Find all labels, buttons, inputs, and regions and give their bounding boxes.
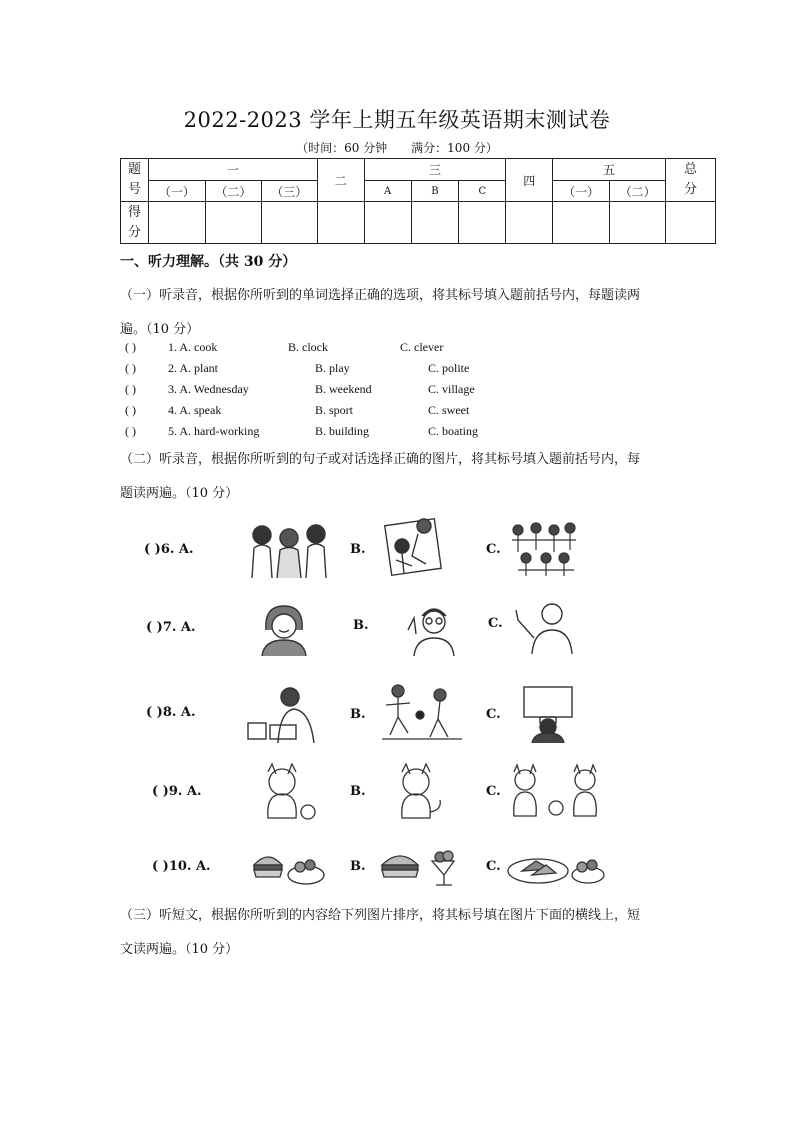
option-a: 2. A. plant bbox=[168, 361, 218, 375]
option-a: 4. A. speak bbox=[168, 403, 222, 417]
man-pointing-portrait bbox=[510, 598, 576, 654]
score-cell[interactable] bbox=[506, 202, 553, 244]
option-c: C. clever bbox=[400, 340, 444, 354]
picture-b bbox=[382, 516, 452, 578]
picture-a bbox=[254, 600, 314, 656]
picture-a bbox=[250, 845, 326, 889]
page-title: 2022-2023 学年上期五年级英语期末测试卷 bbox=[183, 108, 611, 132]
part3-instruction: （三）听短文，根据你所听到的内容给下列图片排序，将其标号填在图片下面的横线上，短 文读两遍。（10 分） bbox=[120, 908, 641, 957]
part1-instruction: （一）听录音，根据你所听到的单词选择正确的选项，将其标号填入题前括号内，每题读两 遍。（10 分） bbox=[120, 288, 641, 337]
picture-a bbox=[244, 685, 322, 743]
option-b: B. play bbox=[315, 361, 350, 375]
row-label-score: 得分 bbox=[121, 202, 149, 244]
picture-b bbox=[404, 600, 464, 656]
kids-football-picture bbox=[382, 681, 462, 743]
picture-a bbox=[244, 520, 334, 578]
score-cell[interactable] bbox=[205, 202, 261, 244]
picture-c bbox=[508, 520, 580, 578]
boy-watching-tv-picture bbox=[518, 683, 578, 743]
picture-b bbox=[386, 762, 446, 822]
sub-header: A bbox=[364, 181, 411, 202]
picture-b bbox=[378, 845, 464, 889]
question-label: ( )6. A. bbox=[144, 542, 194, 557]
option-c-label: C. bbox=[486, 707, 501, 722]
answer-bracket[interactable]: ( ) bbox=[125, 403, 136, 417]
score-cell[interactable] bbox=[411, 202, 459, 244]
score-cell[interactable] bbox=[317, 202, 364, 244]
answer-bracket[interactable]: ( ) bbox=[125, 361, 136, 375]
option-c: C. sweet bbox=[428, 403, 470, 417]
score-cell[interactable] bbox=[459, 202, 506, 244]
hamburger-icecream-picture bbox=[378, 845, 464, 889]
sub-header: C bbox=[459, 181, 506, 202]
option-b-label: B. bbox=[353, 618, 369, 633]
option-b: B. sport bbox=[315, 403, 354, 417]
sandwich-fruit-picture bbox=[506, 845, 606, 889]
sub-header: （一） bbox=[553, 181, 610, 202]
option-b-label: B. bbox=[350, 542, 366, 557]
section-heading: 一、听力理解。（共 30 分） bbox=[120, 254, 297, 270]
option-b: B. clock bbox=[288, 340, 328, 354]
picture-c bbox=[518, 683, 578, 743]
header-section-four: 四 bbox=[506, 159, 553, 202]
question-6 bbox=[138, 520, 658, 580]
option-c-label: C. bbox=[486, 859, 501, 874]
sub-header: （三） bbox=[261, 181, 317, 202]
row-label-question-no: 题号 bbox=[121, 159, 149, 202]
exam-info bbox=[0, 139, 794, 156]
option-b-label: B. bbox=[350, 707, 366, 722]
header-section-two: 二 bbox=[317, 159, 364, 202]
option-b-label: B. bbox=[350, 859, 366, 874]
grandma-portrait bbox=[254, 600, 314, 656]
hamburger-salad-picture bbox=[250, 845, 326, 889]
question-label: ( )9. A. bbox=[152, 784, 202, 799]
answer-bracket[interactable]: ( ) bbox=[125, 424, 136, 438]
kids-drawing-picture bbox=[382, 516, 452, 578]
picture-b bbox=[382, 681, 462, 743]
score-cell[interactable] bbox=[364, 202, 411, 244]
question-10 bbox=[138, 845, 658, 905]
option-b-label: B. bbox=[350, 784, 366, 799]
kids-dancing-picture bbox=[508, 520, 580, 578]
score-cell[interactable] bbox=[666, 202, 716, 244]
dog-sitting-picture bbox=[386, 762, 446, 822]
answer-bracket[interactable]: ( ) bbox=[125, 382, 136, 396]
question-label: ( )8. A. bbox=[146, 705, 196, 720]
dog-with-ball-picture bbox=[250, 762, 320, 822]
option-b: B. weekend bbox=[315, 382, 372, 396]
score-cell[interactable] bbox=[148, 202, 205, 244]
sub-header: （一） bbox=[148, 181, 205, 202]
question-label: ( )7. A. bbox=[146, 620, 196, 635]
option-c-label: C. bbox=[486, 784, 501, 799]
sub-header: （二） bbox=[610, 181, 666, 202]
option-c: C. village bbox=[428, 382, 475, 396]
option-c: C. boating bbox=[428, 424, 478, 438]
score-cell[interactable] bbox=[553, 202, 610, 244]
question-7 bbox=[138, 600, 658, 660]
part2-instruction: （二）听录音，根据你所听到的句子或对话选择正确的图片，将其标号填入题前括号内，每 题读两遍。（10 分） bbox=[120, 452, 641, 501]
header-section-one: 一 bbox=[148, 159, 317, 181]
score-cell[interactable] bbox=[261, 202, 317, 244]
question-9 bbox=[138, 762, 658, 822]
question-8 bbox=[138, 685, 658, 745]
two-dogs-with-ball-picture bbox=[506, 762, 606, 820]
girl-reading-picture bbox=[244, 685, 322, 743]
option-c: C. polite bbox=[428, 361, 470, 375]
picture-c bbox=[506, 845, 606, 889]
header-section-five: 五 bbox=[553, 159, 666, 181]
kids-singing-picture bbox=[244, 520, 334, 578]
question-label: ( )10. A. bbox=[152, 859, 211, 874]
option-a: 3. A. Wednesday bbox=[168, 382, 249, 396]
header-total: 总分 bbox=[666, 159, 716, 202]
full-score: 满分：100 分） bbox=[411, 141, 498, 155]
option-a: 1. A. cook bbox=[168, 340, 218, 354]
option-c-label: C. bbox=[488, 616, 503, 631]
option-b: B. building bbox=[315, 424, 370, 438]
answer-bracket[interactable]: ( ) bbox=[125, 340, 136, 354]
time-limit: （时间：60 分钟 bbox=[296, 141, 388, 155]
score-cell[interactable] bbox=[610, 202, 666, 244]
sub-header: B bbox=[411, 181, 459, 202]
score-table bbox=[120, 158, 716, 244]
man-waving-portrait bbox=[404, 600, 464, 656]
option-c-label: C. bbox=[486, 542, 501, 557]
sub-header: （二） bbox=[205, 181, 261, 202]
picture-c bbox=[510, 598, 576, 654]
picture-c bbox=[506, 762, 606, 820]
picture-a bbox=[250, 762, 320, 822]
header-section-three: 三 bbox=[364, 159, 506, 181]
option-a: 5. A. hard-working bbox=[168, 424, 260, 438]
